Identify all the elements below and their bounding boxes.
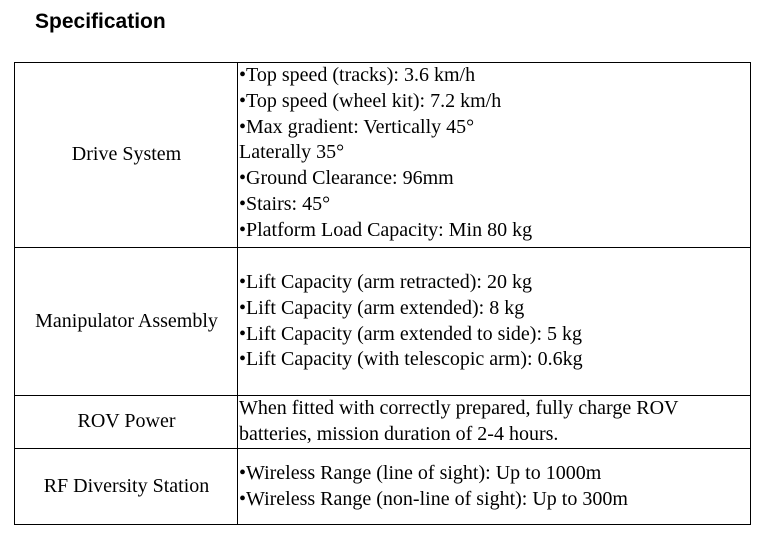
- spec-line: •Wireless Range (line of sight): Up to 1000m: [239, 461, 602, 484]
- spec-line: •Stairs: 45°: [239, 192, 331, 215]
- spec-line: •Lift Capacity (arm extended to side): 5 kg: [239, 322, 583, 345]
- spec-paragraph: When fitted with correctly prepared, fully charge ROV batteries, mission duration of 2-4 hours.: [239, 397, 679, 445]
- spec-line: •Top speed (wheel kit): 7.2 km/h: [239, 89, 502, 112]
- spec-line: •Ground Clearance: 96mm: [239, 167, 454, 190]
- spec-line: •Max gradient: Vertically 45°: [239, 115, 475, 138]
- spec-line: •Platform Load Capacity: Min 80 kg: [239, 218, 533, 241]
- specification-table: [14, 62, 751, 525]
- table-row-rov-power: [15, 396, 751, 449]
- spec-line: •Wireless Range (non-line of sight): Up to 300m: [239, 487, 628, 510]
- row-content-manipulator-assembly: [238, 248, 751, 396]
- row-label-rov-power: ROV Power: [15, 396, 238, 449]
- row-content-drive-system: [238, 63, 751, 248]
- row-content-rov-power: [238, 396, 751, 449]
- spec-line: Laterally 35°: [239, 141, 345, 164]
- table-row-drive-system: [15, 63, 751, 248]
- row-label-drive-system: Drive System: [15, 63, 238, 248]
- row-label-rf-diversity-station: RF Diversity Station: [15, 449, 238, 525]
- spec-line: •Top speed (tracks): 3.6 km/h: [239, 64, 476, 86]
- spec-line: •Lift Capacity (with telescopic arm): 0.6kg: [239, 348, 583, 371]
- row-label-manipulator-assembly: Manipulator Assembly: [15, 248, 238, 396]
- row-content-rf-diversity-station: [238, 449, 751, 525]
- spec-line: •Lift Capacity (arm retracted): 20 kg: [239, 270, 532, 293]
- table-row-rf-diversity-station: [15, 449, 751, 525]
- table-row-manipulator-assembly: [15, 248, 751, 396]
- spec-line: •Lift Capacity (arm extended): 8 kg: [239, 296, 525, 319]
- page-title: Specification: [35, 10, 166, 33]
